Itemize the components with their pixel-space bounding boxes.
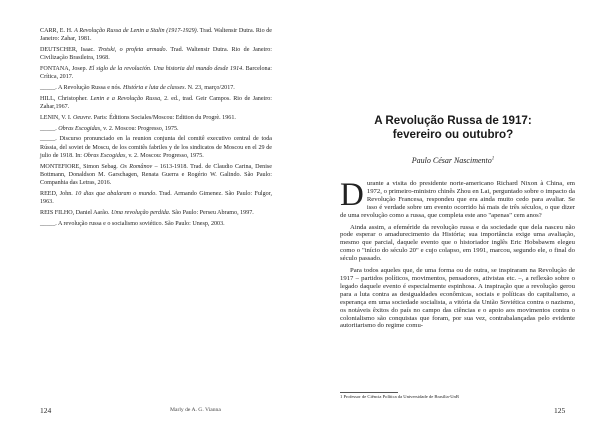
reference-text: _____. xyxy=(40,125,59,132)
left-page-number: 124 xyxy=(40,406,52,415)
paragraph-1-text: urante a visita do presidente norte-americano Richard Nixon à China, em 1972, o primeiro-ministro chinês Zhou en Lai, perguntado sobre o impacto da Revolução Francesa, respondeu que era ainda muito cedo para avaliar. Se isso é verdade sobre um evento ocorrido há mais de três séculos, o que dizer de uma revolução como a russa, que completa este ano "apenas" cem anos? xyxy=(340,180,575,219)
reference-text: , 2. ed., trad. Geir Campos. Rio de Janeiro: Zahar,1967. xyxy=(40,95,272,110)
running-author: Marly de A. G. Vianna xyxy=(170,407,221,413)
reference-text: . São Paulo: Perseu Abramo, 1997. xyxy=(168,209,254,216)
reference-entry xyxy=(40,163,272,188)
article-author xyxy=(352,156,554,165)
reference-title: A Revolução Russa de Lenin a Stalin (1917-1929) xyxy=(74,28,197,34)
paragraph-1 xyxy=(340,177,575,220)
reference-title: Trotski, o profeta armado xyxy=(98,47,166,53)
title-line-2: fevereiro ou outubro? xyxy=(392,128,514,141)
reference-text: LENIN, V. I. xyxy=(40,114,73,121)
footnote: 1 Professor de Ciência Política da Universidade de Brasília-UnB xyxy=(340,394,459,399)
reference-text: , v. 2. Moscou: Progresso, 1975. xyxy=(125,152,204,159)
article-body xyxy=(340,177,575,334)
reference-text: MONTEFIORE, Simon Sebag. xyxy=(40,163,121,170)
reference-title: Obras Escogidas xyxy=(58,125,101,132)
reference-title: Uma revolução perdida xyxy=(111,209,169,216)
reference-title: 10 dias que abalaram o mundo xyxy=(75,190,156,197)
author-note-mark: 1 xyxy=(491,156,495,162)
reference-text: . Trad. Waltensir Dutra. Rio de Janeiro: Zahar, 1981. xyxy=(40,28,273,43)
reference-text: – 1613-1918. Trad. de Claudio Carina, Denise Bottmann, Donaldson M. Garschagen, Renata Guerra e Rogério W. Galindo. São Paulo: Companhia das Letras, 2016. xyxy=(40,163,272,186)
reference-text: _____. A Revolução Russa e nós. xyxy=(40,85,123,91)
paragraph-3: Para todos aqueles que, de uma forma ou de outra, se inspiraram na Revolução de 1917 – partidos políticos, movimentos, pensadores, ativistas etc. –, a reflexão sobre o legado daquele evento é especialmente espinhosa. A inspiração que a revolução gerou para a luta contra as desigualdades econômicas, sociais e políticas do capitalismo, a esperança em uma sociedade socialista, a vitória da União Soviética contra o nazismo, os notáveis êxitos do país no campo das ciências e o apoio aos movimentos contra o colonialismo são conquistas que foram, por sua vez, contrabalançadas pelo evidente autoritarismo do regime comu- xyxy=(340,267,575,330)
reference-title: História e luta de classes xyxy=(122,85,185,91)
reference-text: DEUTSCHER, Isaac. xyxy=(40,47,99,53)
reference-text: , v. 2. Moscou: Progresso, 1975. xyxy=(100,125,179,132)
reference-title: Os Românov xyxy=(120,163,153,170)
right-page xyxy=(300,0,600,439)
paragraph-2: Ainda assim, a efeméride da revolução russa e da sociedade que dela nasceu não pode esperar o amadurecimento da História; sua importância exige uma avaliação, mesmo que parcial, daquele evento que o historiador inglês Eric Hobsbawm elegeu como o "início do século 20" e cujo colapso, em 1991, marcou, segundo ele, o final do século passado. xyxy=(340,223,575,263)
reference-text: REIS FILHO, Daniel Aarão. xyxy=(40,209,112,216)
drop-cap: D xyxy=(340,177,364,213)
article-title xyxy=(352,114,554,142)
reference-title: Obras Escogidas xyxy=(83,152,126,159)
author-name: Paulo César Nascimento xyxy=(411,156,492,165)
title-line-1: A Revolução Russa de 1917: xyxy=(374,114,532,127)
reference-title: Lenin e a Revolução Russa xyxy=(90,95,161,102)
reference-entry xyxy=(40,135,272,160)
reference-entry xyxy=(40,209,272,217)
reference-entry xyxy=(40,125,272,133)
reference-entry xyxy=(40,65,272,81)
reference-text: . Barcelona: Crítica, 2017. xyxy=(40,66,272,81)
reference-entry xyxy=(40,220,272,228)
footnote-rule xyxy=(340,392,398,393)
reference-text: CARR, E. H. xyxy=(40,28,75,34)
reference-text: . N. 23, março/2017. xyxy=(184,85,235,91)
reference-text: . Trad. Armando Gimenez. São Paulo: Fulgor, 1963. xyxy=(40,190,272,205)
reference-text: FONTANA, Josep. xyxy=(40,66,89,72)
reference-entry xyxy=(40,190,272,206)
reference-text: . Paris: Éditions Sociales/Moscou: Edition du Progrè. 1961. xyxy=(90,114,236,121)
reference-entry xyxy=(40,114,272,122)
reference-entry xyxy=(40,27,272,43)
reference-text: REED, John. xyxy=(40,190,76,197)
reference-entry xyxy=(40,95,272,111)
reference-title: Oeuvre xyxy=(72,114,91,121)
reference-text: _____. A revolução russa e o socialismo soviético. São Paulo: Unesp, 2003. xyxy=(40,220,225,227)
reference-text: HILL, Christopher. xyxy=(40,95,91,102)
right-page-number: 125 xyxy=(554,406,566,415)
reference-text: _____. Discurso pronunciado en la reunion conjunta del comitê executivo central de toda Rússia, del soviet de Moscu, de los comitês fabriles y de los sindicatos de Moscou en el 29 de julio de 1918. In: xyxy=(40,136,272,159)
reference-title: El siglo de la revolución. Una historia del mundo desde 1914 xyxy=(88,66,243,72)
reference-entry xyxy=(40,84,272,92)
reference-text: . Trad. Waltensir Dutra. Rio de Janeiro: Civilização Brasileira, 1968. xyxy=(40,47,273,62)
reference-entry xyxy=(40,46,272,62)
reference-list xyxy=(40,27,272,230)
